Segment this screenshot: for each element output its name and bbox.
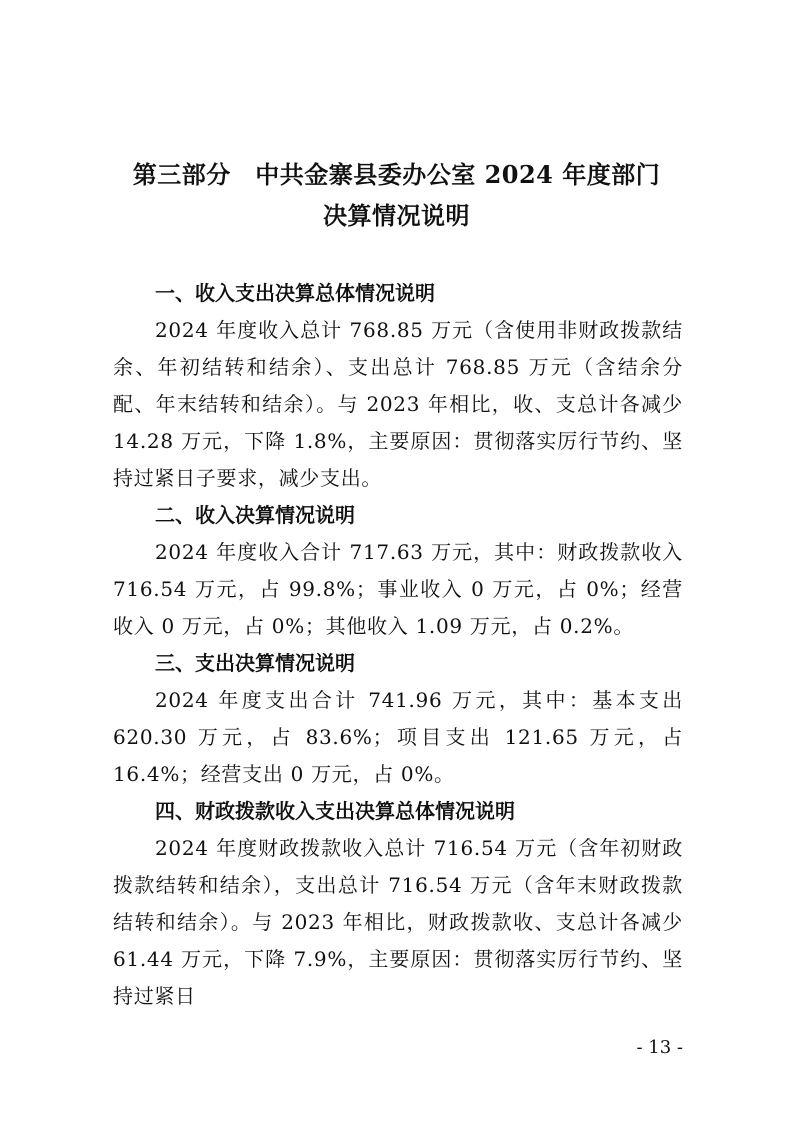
section-body-income-expenditure-overview: 2024 年度收入总计 768.85 万元（含使用非财政拨款结余、年初结转和结余）、支出总计 768.85 万元（含结余分配、年末结转和结余）。与 2023 年相比，收、支总计各减少 14.28 万元，下降 1.8%，主要原因：贯彻落实厉行节约、坚持过紧日子要求，减少支出。	[113, 318, 683, 490]
section-heading-income-expenditure-overview: 一、收入支出决算总体情况说明	[155, 281, 435, 305]
page-number: - 13 -	[636, 1037, 683, 1058]
page-title: 第三部分 中共金寨县委办公室 2024 年度部门	[132, 160, 661, 189]
section-heading-income: 二、收入决算情况说明	[155, 503, 355, 527]
page-subtitle: 决算情况说明	[323, 201, 470, 230]
section-body-fiscal-appropriation: 2024 年度财政拨款收入总计 716.54 万元（含年初财政拨款结转和结余），支出总计 716.54 万元（含年末财政拨款结转和结余）。与 2023 年相比，财政拨款收、支总计各减少 61.44 万元，下降 7.9%，主要原因：贯彻落实厉行节约、坚持过紧日	[113, 836, 683, 1008]
section-heading-expenditure: 三、支出决算情况说明	[155, 651, 355, 675]
section-body-income: 2024 年度收入合计 717.63 万元，其中：财政拨款收入 716.54 万元，占 99.8%；事业收入 0 万元，占 0%；经营收入 0 万元，占 0%；其他收入 1.09 万元，占 0.2%。	[113, 540, 683, 638]
document-body	[113, 275, 683, 1015]
section-body-expenditure: 2024 年度支出合计 741.96 万元，其中：基本支出 620.30 万元，占 83.6%；项目支出 121.65 万元，占 16.4%；经营支出 0 万元，占 0%。	[113, 688, 683, 786]
section-heading-fiscal-appropriation: 四、财政拨款收入支出决算总体情况说明	[155, 799, 515, 823]
